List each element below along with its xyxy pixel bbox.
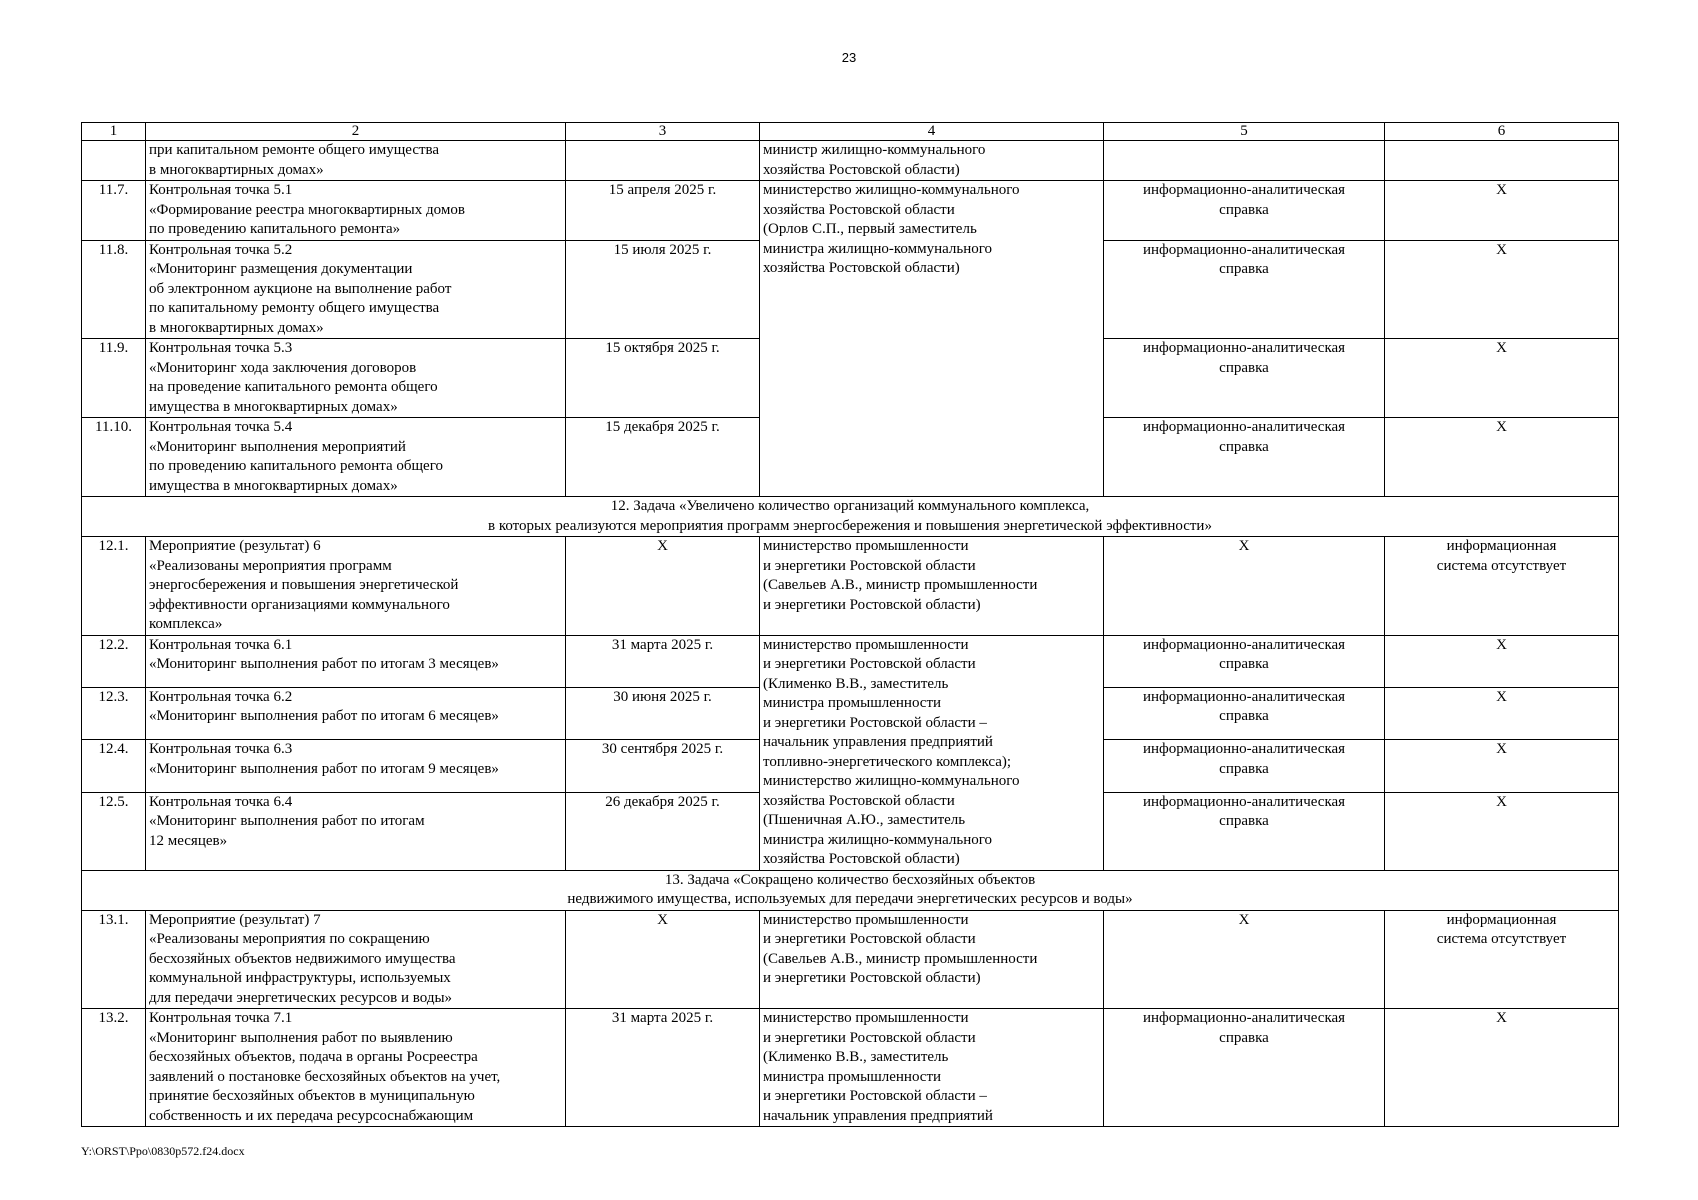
row-number: 11.10. — [82, 418, 146, 497]
row-name: Контрольная точка 7.1 «Мониторинг выполнения работ по выявлению бесхозяйных объектов, подача в органы Росреестра заявлений о постановке бесхозяйных объектов на учет, принятие бесхозяйных объектов в муниципальную собственность и их передача ресурсоснабжающим — [146, 1009, 566, 1127]
task-row — [82, 497, 1619, 537]
row-system: Х — [1385, 740, 1619, 792]
row-system: Х — [1385, 181, 1619, 241]
row-date: 30 июня 2025 г. — [566, 687, 760, 739]
row-date: 15 июля 2025 г. — [566, 240, 760, 339]
table-header-row — [82, 123, 1619, 141]
row-number: 12.1. — [82, 537, 146, 636]
row-number: 12.2. — [82, 635, 146, 687]
row-responsible: министерство промышленности и энергетики Ростовской области (Савельев А.В., министр промышленности и энергетики Ростовской области) — [760, 910, 1104, 1009]
row-date: 31 марта 2025 г. — [566, 1009, 760, 1127]
row-name: Контрольная точка 6.4 «Мониторинг выполнения работ по итогам 12 месяцев» — [146, 792, 566, 870]
row-document: информационно-аналитическая справка — [1104, 181, 1385, 241]
row-number: 11.8. — [82, 240, 146, 339]
row-document: информационно-аналитическая справка — [1104, 240, 1385, 339]
row-number: 11.9. — [82, 339, 146, 418]
row-name: Контрольная точка 6.1 «Мониторинг выполнения работ по итогам 3 месяцев» — [146, 635, 566, 687]
file-path-footer: Y:\ORST\Ppo\0830p572.f24.docx — [81, 1144, 245, 1158]
row-date: 15 октября 2025 г. — [566, 339, 760, 418]
row-system: информационная система отсутствует — [1385, 537, 1619, 636]
table-row — [82, 181, 1619, 241]
row-system: Х — [1385, 240, 1619, 339]
task-title: 13. Задача «Сокращено количество бесхозяйных объектов недвижимого имущества, используемых для передачи энергетических ресурсов и воды» — [82, 870, 1619, 910]
column-header: 5 — [1104, 123, 1385, 141]
row-document — [1104, 141, 1385, 181]
row-document: информационно-аналитическая справка — [1104, 635, 1385, 687]
row-name: Контрольная точка 5.1 «Формирование реестра многоквартирных домов по проведению капитального ремонта» — [146, 181, 566, 241]
column-header: 2 — [146, 123, 566, 141]
row-name: Мероприятие (результат) 6 «Реализованы мероприятия программ энергосбережения и повышения энергетической эффективности организациями коммунального комплекса» — [146, 537, 566, 636]
row-name: при капитальном ремонте общего имущества в многоквартирных домах» — [146, 141, 566, 181]
row-responsible: министерство промышленности и энергетики Ростовской области (Клименко В.В., заместитель министра промышленности и энергетики Ростовской области – начальник управления предприятий — [760, 1009, 1104, 1127]
row-date: 30 сентября 2025 г. — [566, 740, 760, 792]
table-row — [82, 537, 1619, 636]
column-header: 4 — [760, 123, 1104, 141]
row-document: информационно-аналитическая справка — [1104, 339, 1385, 418]
row-system: Х — [1385, 1009, 1619, 1127]
row-system: Х — [1385, 635, 1619, 687]
row-system: Х — [1385, 339, 1619, 418]
row-date: 15 апреля 2025 г. — [566, 181, 760, 241]
row-number: 12.5. — [82, 792, 146, 870]
plan-table — [81, 122, 1619, 1127]
row-responsible: министр жилищно-коммунального хозяйства Ростовской области) — [760, 141, 1104, 181]
row-system: Х — [1385, 418, 1619, 497]
row-date: 26 декабря 2025 г. — [566, 792, 760, 870]
column-header: 3 — [566, 123, 760, 141]
row-number: 11.7. — [82, 181, 146, 241]
table-row — [82, 1009, 1619, 1127]
row-document: Х — [1104, 910, 1385, 1009]
table-row — [82, 635, 1619, 687]
row-number: 13.2. — [82, 1009, 146, 1127]
column-header: 1 — [82, 123, 146, 141]
row-document: информационно-аналитическая справка — [1104, 418, 1385, 497]
row-date: Х — [566, 910, 760, 1009]
row-system — [1385, 141, 1619, 181]
row-name: Мероприятие (результат) 7 «Реализованы мероприятия по сокращению бесхозяйных объектов недвижимого имущества коммунальной инфраструктуры, используемых для передачи энергетических ресурсов и воды» — [146, 910, 566, 1009]
row-responsible: министерство промышленности и энергетики Ростовской области (Савельев А.В., министр промышленности и энергетики Ростовской области) — [760, 537, 1104, 636]
row-name: Контрольная точка 6.2 «Мониторинг выполнения работ по итогам 6 месяцев» — [146, 687, 566, 739]
row-responsible: министерство промышленности и энергетики Ростовской области (Клименко В.В., заместитель министра промышленности и энергетики Ростовской области – начальник управления предприятий топливно-энергетического комплекса); министерство жилищно-коммунального хозяйства Ростовской области (Пшеничная А.Ю., заместитель министра жилищно-коммунального хозяйства Ростовской области) — [760, 635, 1104, 870]
row-number: 13.1. — [82, 910, 146, 1009]
row-name: Контрольная точка 5.4 «Мониторинг выполнения мероприятий по проведению капитального ремонта общего имущества в многоквартирных домах» — [146, 418, 566, 497]
row-document: информационно-аналитическая справка — [1104, 1009, 1385, 1127]
row-date: 15 декабря 2025 г. — [566, 418, 760, 497]
table-row — [82, 910, 1619, 1009]
page-number: 23 — [841, 50, 857, 65]
row-document: Х — [1104, 537, 1385, 636]
row-system: Х — [1385, 792, 1619, 870]
row-name: Контрольная точка 5.2 «Мониторинг размещения документации об электронном аукционе на выполнение работ по капитальному ремонту общего имущества в многоквартирных домах» — [146, 240, 566, 339]
row-date: Х — [566, 537, 760, 636]
row-number: 12.4. — [82, 740, 146, 792]
row-date — [566, 141, 760, 181]
task-title: 12. Задача «Увеличено количество организаций коммунального комплекса, в которых реализуются мероприятия программ энергосбережения и повышения энергетической эффективности» — [82, 497, 1619, 537]
row-document: информационно-аналитическая справка — [1104, 792, 1385, 870]
row-name: Контрольная точка 5.3 «Мониторинг хода заключения договоров на проведение капитального ремонта общего имущества в многоквартирных домах» — [146, 339, 566, 418]
task-row — [82, 870, 1619, 910]
table-row — [82, 141, 1619, 181]
column-header: 6 — [1385, 123, 1619, 141]
row-document: информационно-аналитическая справка — [1104, 740, 1385, 792]
row-system: Х — [1385, 687, 1619, 739]
row-name: Контрольная точка 6.3 «Мониторинг выполнения работ по итогам 9 месяцев» — [146, 740, 566, 792]
row-document: информационно-аналитическая справка — [1104, 687, 1385, 739]
row-number — [82, 141, 146, 181]
row-system: информационная система отсутствует — [1385, 910, 1619, 1009]
row-number: 12.3. — [82, 687, 146, 739]
row-responsible: министерство жилищно-коммунального хозяйства Ростовской области (Орлов С.П., первый заместитель министра жилищно-коммунального хозяйства Ростовской области) — [760, 181, 1104, 497]
row-date: 31 марта 2025 г. — [566, 635, 760, 687]
